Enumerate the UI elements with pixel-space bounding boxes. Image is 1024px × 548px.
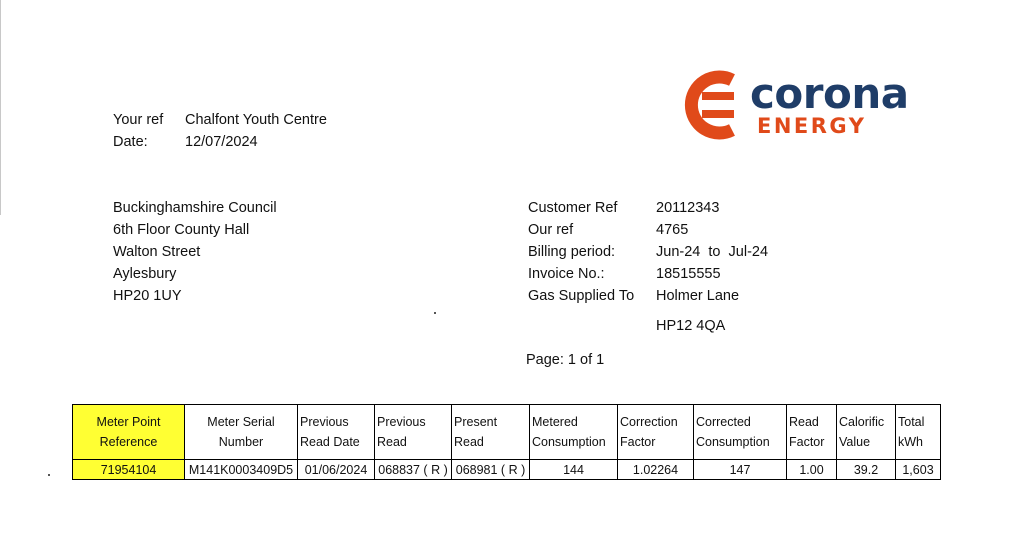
col-header-meter-serial: Meter Serial Number (185, 405, 298, 460)
col-header-metered-consumption: Metered Consumption (530, 405, 618, 460)
gas-supplied-label: Gas Supplied To (528, 288, 635, 304)
billing-period-value: Jun-24 to Jul-24 (656, 244, 769, 260)
corona-energy-logo (678, 70, 938, 140)
gas-supplied-postcode: HP12 4QA (656, 318, 726, 334)
col-header-calorific-value: Calorific Value (837, 405, 896, 460)
col-header-previous-read-date: Previous Read Date (298, 405, 375, 460)
our-ref-label: Our ref (528, 222, 574, 238)
your-ref-value: Chalfont Youth Centre (185, 112, 327, 128)
logo-subtitle: ENERGY (757, 114, 867, 138)
meter-readings-table (72, 404, 941, 480)
col-header-present-read: Present Read (452, 405, 530, 460)
cell-present-read: 068981 ( R ) (452, 460, 530, 480)
col-header-read-factor: Read Factor (787, 405, 837, 460)
address-line: HP20 1UY (113, 288, 182, 304)
billing-period-label: Billing period: (528, 244, 616, 260)
your-ref-label: Your ref (113, 112, 164, 128)
page-total: 1 (596, 352, 605, 368)
logo-wordmark: corona (750, 69, 909, 118)
col-header-corrected-consumption: Corrected Consumption (694, 405, 787, 460)
col-header-meter-point: Meter Point Reference (73, 405, 185, 460)
invoice-no-value: 18515555 (656, 266, 721, 282)
cell-total-kwh: 1,603 (896, 460, 941, 480)
customer-ref-value: 20112343 (656, 200, 720, 216)
table-header-row (73, 405, 941, 460)
gas-supplied-value: Holmer Lane (656, 288, 740, 304)
cell-corrected-consumption: 147 (694, 460, 787, 480)
cell-previous-read-date: 01/06/2024 (298, 460, 375, 480)
col-header-total-kwh: Total kWh (896, 405, 941, 460)
cell-meter-point: 71954104 (73, 460, 185, 480)
col-header-previous-read: Previous Read (375, 405, 452, 460)
invoice-no-label: Invoice No.: (528, 266, 605, 282)
cell-metered-consumption: 144 (530, 460, 618, 480)
corona-e-mark-icon (678, 70, 744, 140)
table-row (73, 460, 941, 480)
cell-read-factor: 1.00 (787, 460, 837, 480)
cell-previous-read: 068837 ( R ) (375, 460, 452, 480)
address-line: Walton Street (113, 244, 201, 260)
speck (434, 312, 436, 314)
cell-meter-serial: M141K0003409D5 (185, 460, 298, 480)
page-label: Page: 1 of (526, 352, 593, 368)
cell-correction-factor: 1.02264 (618, 460, 694, 480)
our-ref-value: 4765 (656, 222, 689, 238)
customer-ref-label: Customer Ref (528, 200, 618, 216)
page-edge-line (0, 0, 1, 215)
page-indicator (526, 352, 604, 369)
date-label: Date: (113, 134, 148, 150)
speck (48, 474, 50, 476)
cell-calorific-value: 39.2 (837, 460, 896, 480)
address-line: 6th Floor County Hall (113, 222, 250, 238)
date-value: 12/07/2024 (185, 134, 258, 150)
col-header-correction-factor: Correction Factor (618, 405, 694, 460)
address-line: Buckinghamshire Council (113, 200, 277, 216)
address-line: Aylesbury (113, 266, 177, 282)
